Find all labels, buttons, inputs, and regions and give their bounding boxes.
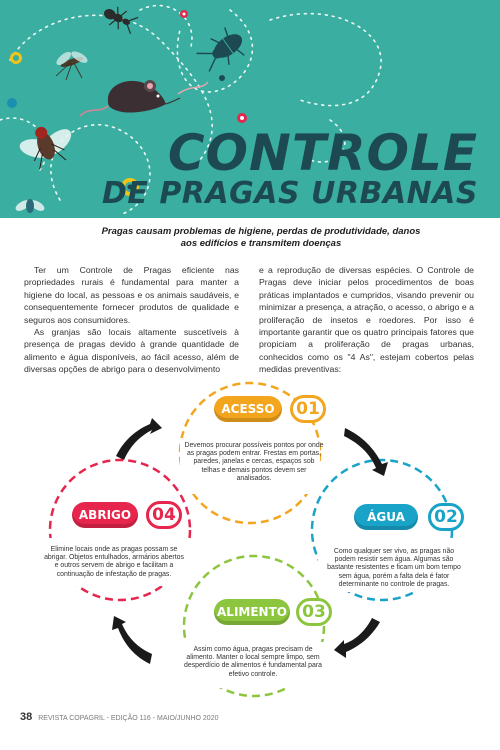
step-label-acesso: ACESSO bbox=[214, 396, 282, 422]
step-text-agua: Como qualquer ser vivo, as pragas não podem resistir sem água. Algumas são bastante resistentes e ficam um bom tempo sem água, porém a falta dela é fator determinante no controle de pragas. bbox=[327, 548, 461, 588]
body-column-left bbox=[24, 264, 239, 376]
hero-banner bbox=[0, 0, 500, 218]
arrow-icon bbox=[116, 418, 162, 460]
small-fly-icon bbox=[14, 198, 46, 213]
arrow-icon bbox=[334, 618, 380, 658]
paragraph: As granjas são locais altamente suscetíveis à presença de pragas devido à grande quantidade de alimento e água disponíveis, ao fácil acesso, além de diversas opções de abrigo para o desenvolvimento bbox=[24, 327, 239, 375]
mosquito-icon bbox=[54, 49, 89, 80]
paragraph: e a reprodução de diversas espécies. O Controle de Pragas deve iniciar pelos procedimentos de boas práticas implantados e cumpridos, visando prevenir ou minimizar a presença, a atração, o acesso, o abrigo e a proliferação de insetos e roedores. Por isso é importante garantir que os quatro principais fatores que propiciam a proliferação de pragas urbanas, conhecidos como os "4 As", estejam cobertos pelas medidas preventivas: bbox=[259, 265, 474, 375]
step-number-01: 01 bbox=[290, 395, 326, 423]
step-text-abrigo: Elimine locais onde as pragas possam se abrigar. Objetos entulhados, armários abertos e outros servem de abrigo e facilitam a continuação de infestação de pragas. bbox=[44, 546, 184, 578]
arrow-icon bbox=[112, 616, 152, 664]
step-number-03: 03 bbox=[296, 598, 332, 626]
step-label-abrigo: ABRIGO bbox=[72, 502, 138, 528]
main-title: CONTROLE bbox=[167, 124, 478, 182]
lead-text: Pragas causam problemas de higiene, perdas de produtividade, danos aos edifícios e transmitem doenças bbox=[101, 226, 421, 249]
ant-icon bbox=[100, 3, 138, 35]
arrow-icon bbox=[344, 428, 388, 476]
publication-info: REVISTA COPAGRIL - EDIÇÃO 116 - MAIO/JUNHO 2020 bbox=[38, 715, 219, 722]
body-column-right bbox=[259, 264, 474, 376]
step-label-agua: ÁGUA bbox=[354, 504, 418, 530]
step-text-alimento: Assim como água, pragas precisam de alimento. Manter o local sempre limpo, sem desperdício de alimentos é fundamental para efetivo controle. bbox=[184, 646, 322, 678]
rat-icon bbox=[80, 80, 208, 116]
page-footer bbox=[20, 711, 218, 723]
main-subtitle: DE PRAGAS URBANAS bbox=[101, 176, 478, 211]
step-number-04: 04 bbox=[146, 501, 182, 529]
page-number: 38 bbox=[20, 711, 33, 723]
paragraph: Ter um Controle de Pragas eficiente nas propriedades rurais é fundamental para manter a higiene do local, as pessoas e os animais saudáveis, e consequentemente fornecer produtos de qualidade e seguros aos consumidores. bbox=[24, 265, 239, 325]
step-number-02: 02 bbox=[428, 503, 464, 531]
step-label-alimento: ALIMENTO bbox=[214, 599, 290, 625]
fly-icon bbox=[12, 117, 82, 175]
cockroach-icon bbox=[194, 23, 251, 77]
four-as-infographic bbox=[0, 378, 500, 700]
step-text-acesso: Devemos procurar possíveis pontos por onde as pragas podem entrar. Frestas em portas, paredes, janelas e cercas, espaços sob telhas e demais pontos devem ser analisados. bbox=[184, 442, 324, 482]
